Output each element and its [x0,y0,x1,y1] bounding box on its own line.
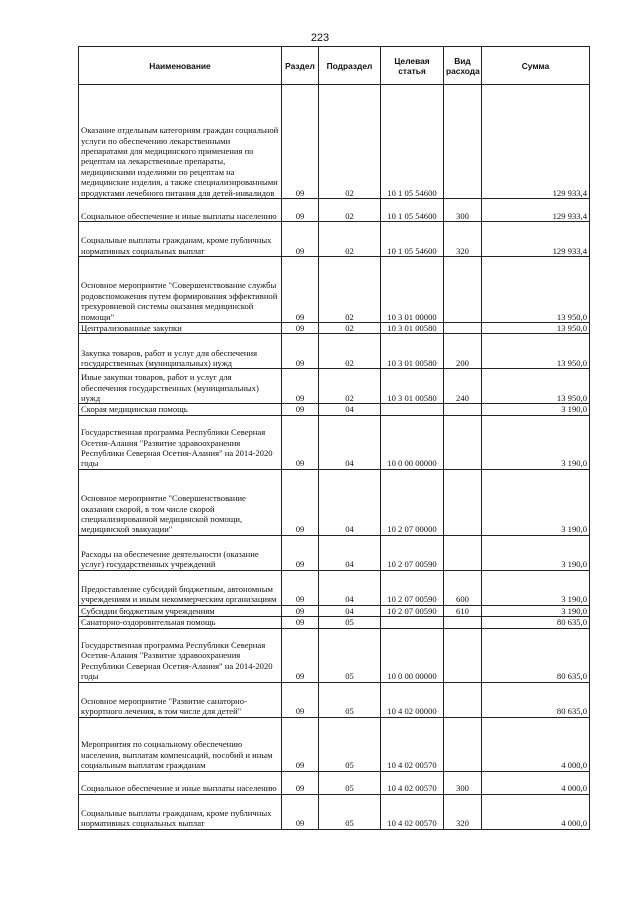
cell-amount: 3 190,0 [482,605,590,616]
cell-subsection: 04 [319,404,381,415]
cell-section: 09 [282,771,319,794]
cell-target [381,617,444,628]
cell-name: Скорая медицинская помощь [79,404,282,415]
cell-subsection: 02 [319,323,381,334]
cell-name: Социальное обеспечение и иные выплаты населению [79,199,282,222]
cell-amount: 13 950,0 [482,369,590,404]
cell-target: 10 3 01 00000 [381,257,444,323]
table-row [79,257,590,323]
cell-subsection: 04 [319,415,381,469]
table-row [79,617,590,628]
cell-target: 10 2 07 00590 [381,570,444,605]
cell-expense-type [444,469,482,535]
cell-name: Мероприятия по социальному обеспечению населения, выплатам компенсаций, пособий и иным социальным выплатам гражданам [79,717,282,771]
cell-expense-type [444,404,482,415]
cell-subsection: 05 [319,617,381,628]
header-expense-type: Вид расхода [444,47,482,85]
header-amount: Сумма [482,47,590,85]
cell-name: Оказание отдельным категориям граждан социальной услуги по обеспечению лекарственными препаратами для медицинского применения по рецептам на лекарственные препараты, медицинскими изделиями по рецептам на медицинские изделия, а также специализированными продуктами лечебного питания для детей-инвалидов [79,85,282,199]
cell-subsection: 02 [319,199,381,222]
cell-section: 09 [282,415,319,469]
cell-target: 10 4 02 00570 [381,717,444,771]
header-subsection: Подраздел [319,47,381,85]
table-row [79,628,590,682]
cell-target: 10 3 01 00580 [381,323,444,334]
cell-target: 10 4 02 00000 [381,682,444,717]
cell-target: 10 1 05 54600 [381,222,444,257]
cell-expense-type [444,535,482,570]
cell-name: Основное мероприятие "Совершенствование службы родовспоможения путем формирования эффективной трехуровневой системы оказания медицинской помощи" [79,257,282,323]
cell-name: Основное мероприятие "Совершенствование оказания скорой, в том числе скорой специализированной медицинской помощи, медицинской эвакуации" [79,469,282,535]
table-row [79,794,590,829]
cell-name: Социальное обеспечение и иные выплаты населению [79,771,282,794]
cell-name: Расходы на обеспечение деятельности (оказание услуг) государственных учреждений [79,535,282,570]
cell-name: Предоставление субсидий бюджетным, автономным учреждениям и иным некоммерческим организациям [79,570,282,605]
cell-section: 09 [282,682,319,717]
header-section: Раздел [282,47,319,85]
cell-target: 10 4 02 00570 [381,794,444,829]
header-target: Целевая статья [381,47,444,85]
table-row [79,717,590,771]
cell-subsection: 05 [319,794,381,829]
table-row [79,771,590,794]
cell-expense-type: 300 [444,199,482,222]
cell-amount: 129 933,4 [482,85,590,199]
cell-section: 09 [282,535,319,570]
table-row [79,535,590,570]
cell-expense-type [444,85,482,199]
cell-subsection: 02 [319,222,381,257]
cell-amount: 13 950,0 [482,323,590,334]
cell-subsection: 05 [319,682,381,717]
cell-target [381,404,444,415]
cell-subsection: 02 [319,257,381,323]
cell-expense-type: 600 [444,570,482,605]
cell-subsection: 04 [319,605,381,616]
cell-expense-type: 320 [444,794,482,829]
cell-amount: 3 190,0 [482,535,590,570]
cell-amount: 3 190,0 [482,469,590,535]
cell-expense-type: 200 [444,334,482,369]
cell-subsection: 05 [319,717,381,771]
cell-subsection: 05 [319,628,381,682]
cell-amount: 13 950,0 [482,334,590,369]
cell-name: Основное мероприятие "Развитие санаторно-курортного лечения, в том числе для детей" [79,682,282,717]
cell-section: 09 [282,717,319,771]
cell-subsection: 02 [319,85,381,199]
table-header-row [79,47,590,85]
cell-expense-type: 610 [444,605,482,616]
cell-target: 10 4 02 00570 [381,771,444,794]
table-row [79,85,590,199]
cell-section: 09 [282,334,319,369]
cell-section: 09 [282,605,319,616]
cell-name: Социальные выплаты гражданам, кроме публичных нормативных социальных выплат [79,222,282,257]
cell-amount: 129 933,4 [482,222,590,257]
cell-target: 10 2 07 00000 [381,469,444,535]
table-row [79,222,590,257]
cell-amount: 3 190,0 [482,570,590,605]
cell-amount: 129 933,4 [482,199,590,222]
cell-target: 10 2 07 00590 [381,605,444,616]
cell-target: 10 0 00 00000 [381,415,444,469]
cell-expense-type: 320 [444,222,482,257]
cell-expense-type [444,257,482,323]
cell-expense-type [444,415,482,469]
cell-amount: 80 635,0 [482,628,590,682]
cell-expense-type [444,628,482,682]
cell-subsection: 04 [319,469,381,535]
cell-expense-type: 240 [444,369,482,404]
cell-name: Закупка товаров, работ и услуг для обеспечения государственных (муниципальных) нужд [79,334,282,369]
cell-section: 09 [282,469,319,535]
table-row [79,415,590,469]
cell-section: 09 [282,85,319,199]
cell-subsection: 04 [319,570,381,605]
cell-name: Субсидии бюджетным учреждениям [79,605,282,616]
cell-amount: 3 190,0 [482,404,590,415]
cell-section: 09 [282,628,319,682]
table-row [79,469,590,535]
table-row [79,334,590,369]
cell-name: Государственная программа Республики Северная Осетия-Алания "Развитие здравоохранения Республики Северная Осетия-Алания" на 2014-2020 годы [79,628,282,682]
cell-target: 10 3 01 00580 [381,369,444,404]
cell-target: 10 3 01 00580 [381,334,444,369]
cell-amount: 3 190,0 [482,415,590,469]
cell-section: 09 [282,199,319,222]
cell-expense-type: 300 [444,771,482,794]
cell-expense-type [444,617,482,628]
page-number: 223 [310,32,330,44]
cell-subsection: 04 [319,535,381,570]
cell-amount: 4 000,0 [482,794,590,829]
cell-section: 09 [282,617,319,628]
cell-section: 09 [282,570,319,605]
cell-expense-type [444,323,482,334]
cell-subsection: 02 [319,369,381,404]
cell-section: 09 [282,323,319,334]
cell-name: Санаторно-оздоровительная помощь [79,617,282,628]
cell-amount: 4 000,0 [482,717,590,771]
cell-target: 10 0 00 00000 [381,628,444,682]
table-row [79,323,590,334]
table-row [79,404,590,415]
cell-target: 10 1 05 54600 [381,85,444,199]
budget-table [78,46,590,830]
cell-target: 10 2 07 00590 [381,535,444,570]
cell-name: Централизованные закупки [79,323,282,334]
cell-section: 09 [282,369,319,404]
cell-section: 09 [282,257,319,323]
cell-subsection: 02 [319,334,381,369]
cell-name: Иные закупки товаров, работ и услуг для обеспечения государственных (муниципальных) нужд [79,369,282,404]
cell-name: Социальные выплаты гражданам, кроме публичных нормативных социальных выплат [79,794,282,829]
table-row [79,369,590,404]
table-row [79,605,590,616]
table-row [79,199,590,222]
cell-name: Государственная программа Республики Северная Осетия-Алания "Развитие здравоохранения Республики Северная Осетия-Алания" на 2014-2020 годы [79,415,282,469]
table-row [79,682,590,717]
cell-amount: 4 000,0 [482,771,590,794]
cell-section: 09 [282,222,319,257]
cell-section: 09 [282,794,319,829]
cell-expense-type [444,682,482,717]
cell-subsection: 05 [319,771,381,794]
cell-section: 09 [282,404,319,415]
cell-amount: 80 635,0 [482,682,590,717]
cell-target: 10 1 05 54600 [381,199,444,222]
cell-expense-type [444,717,482,771]
header-name: Наименование [79,47,282,85]
cell-amount: 80 635,0 [482,617,590,628]
table-row [79,570,590,605]
cell-amount: 13 950,0 [482,257,590,323]
